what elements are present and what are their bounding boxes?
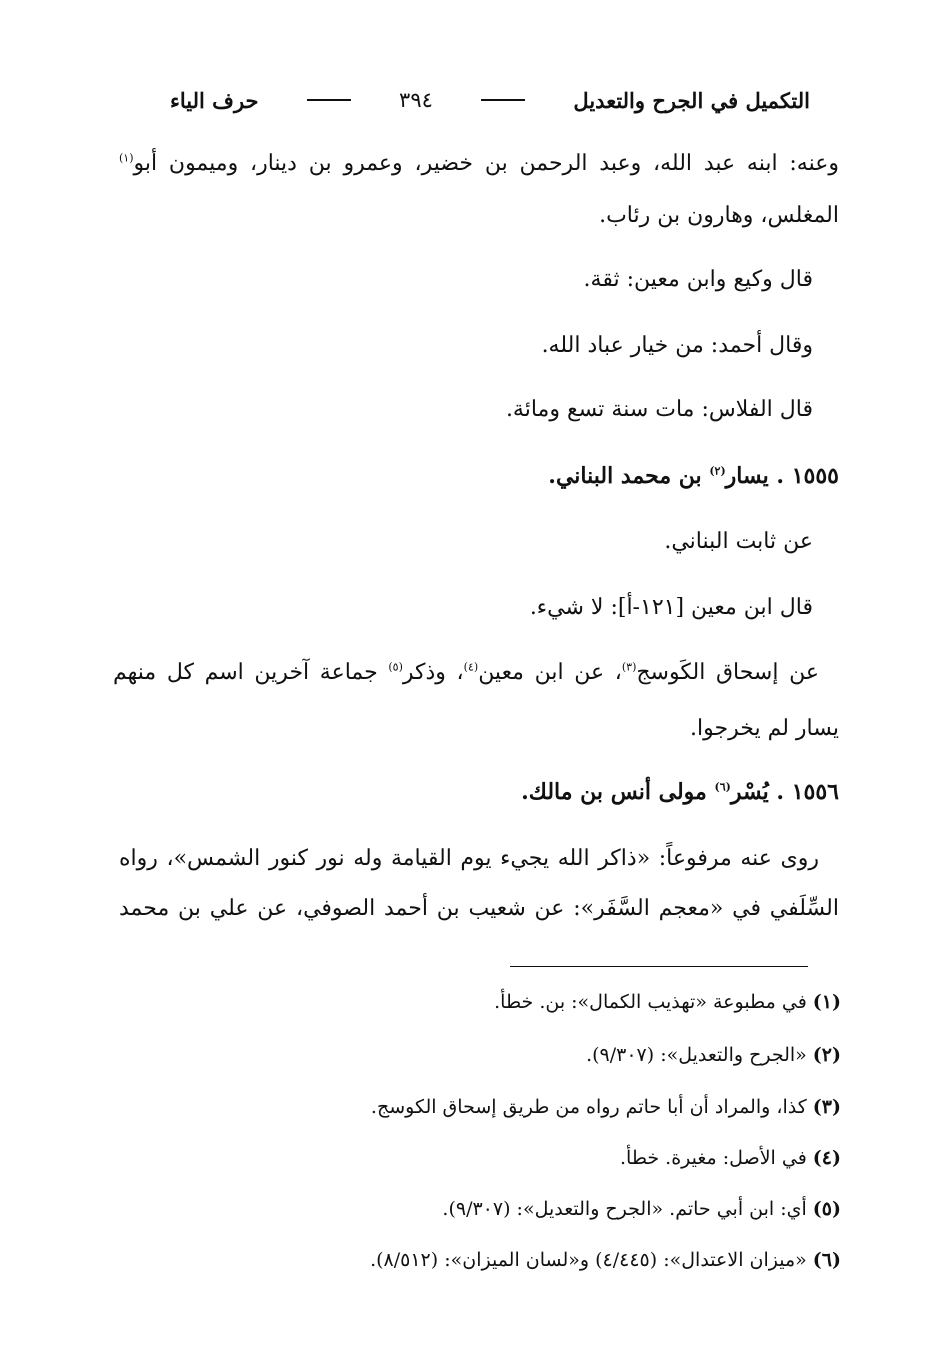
footnote-text: في الأصل: مغيرة. خطأ. [619, 1147, 807, 1169]
footnote [81, 1093, 841, 1121]
footnote [81, 1144, 841, 1172]
entry-heading-text: ١٥٥٦ . يُسْر [730, 779, 839, 805]
entry-heading-1556 [119, 776, 839, 808]
body-text: قال وكيع وابن معين: ثقة. [583, 267, 813, 292]
footnote-ref: (٢) [709, 464, 726, 478]
footnote-ref: (٣) [621, 660, 637, 674]
body-line [119, 893, 839, 925]
body-text: وقال أحمد: من خيار عباد الله. [541, 333, 813, 358]
footnote-text: «ميزان الاعتدال»: (٤/٤٤٥) و«لسان الميزان»: (٨/٥١٢). [370, 1249, 807, 1271]
body-text: قال الفلاس: مات سنة تسع ومائة. [505, 397, 813, 422]
body-text: ، عن ابن معين [478, 660, 622, 685]
body-line [93, 264, 813, 296]
body-line [119, 713, 839, 745]
footnote [81, 1041, 841, 1069]
body-line [119, 200, 839, 232]
header-dash [481, 99, 525, 101]
body-text: وعنه: ابنه عبد الله، وعبد الرحمن بن خضير، وعمرو بن دينار، وميمون أبو [133, 151, 839, 176]
entry-heading-text: بن محمد البناني. [548, 463, 710, 489]
footnote [81, 988, 841, 1016]
footnote-number: (١) [812, 991, 841, 1013]
body-text: روى عنه مرفوعاً: «ذاكر الله يجيء يوم القيامة وله نور كنور الشمس»، رواه [119, 846, 819, 871]
footnote-number: (٥) [812, 1198, 841, 1220]
header-dash [307, 99, 351, 101]
entry-heading-text: ١٥٥٥ . يسار [725, 463, 839, 489]
footnote-number: (٣) [812, 1096, 841, 1118]
body-text: ، وذكر [402, 660, 464, 685]
footnote-ref: (٥) [388, 660, 403, 674]
footnote-ref: (١) [119, 151, 134, 165]
section-title: حرف الياء [170, 87, 259, 113]
footnote-number: (٢) [812, 1044, 841, 1066]
book-title: التكميل في الجرح والتعديل [573, 87, 810, 113]
footnote-text: كذا، والمراد أن أبا حاتم رواه من طريق إسحاق الكوسج. [370, 1096, 807, 1118]
footnote-number: (٤) [812, 1147, 841, 1169]
footnote-number: (٦) [812, 1249, 841, 1271]
page-number: ٣٩٤ [399, 88, 433, 112]
footnote-ref: (٦) [714, 780, 731, 794]
body-line [119, 148, 839, 180]
body-line [93, 592, 813, 624]
body-text: يسار لم يخرجوا. [690, 716, 839, 741]
running-header [170, 80, 810, 120]
footnote-text: في مطبوعة «تهذيب الكمال»: بن. خطأ. [494, 991, 807, 1013]
body-text: عن ثابت البناني. [664, 529, 813, 554]
footnote [81, 1246, 841, 1274]
body-text: قال ابن معين [١٢١-أ]: لا شيء. [529, 595, 813, 620]
footnote-text: «الجرح والتعديل»: (٩/٣٠٧). [586, 1044, 807, 1066]
footnote [81, 1195, 841, 1223]
body-line [93, 330, 813, 362]
footnote-text: أي: ابن أبي حاتم. «الجرح والتعديل»: (٩/٣٠٧). [442, 1198, 807, 1220]
body-line [93, 394, 813, 426]
body-text: المغلس، وهارون بن رئاب. [599, 203, 839, 228]
body-text: السِّلَفي في «معجم السَّفَر»: عن شعيب بن أحمد الصوفي، عن علي بن محمد [119, 896, 839, 921]
footnote-ref: (٤) [463, 660, 479, 674]
entry-heading-text: مولى أنس بن مالك. [521, 779, 715, 805]
body-text: عن إسحاق الكَوسج [636, 660, 819, 685]
body-line [119, 843, 819, 875]
entry-heading-1555 [119, 460, 839, 492]
footnote-separator [510, 966, 808, 967]
body-line [113, 657, 819, 689]
body-text: جماعة آخرين اسم كل منهم [113, 660, 389, 685]
body-line [93, 526, 813, 558]
